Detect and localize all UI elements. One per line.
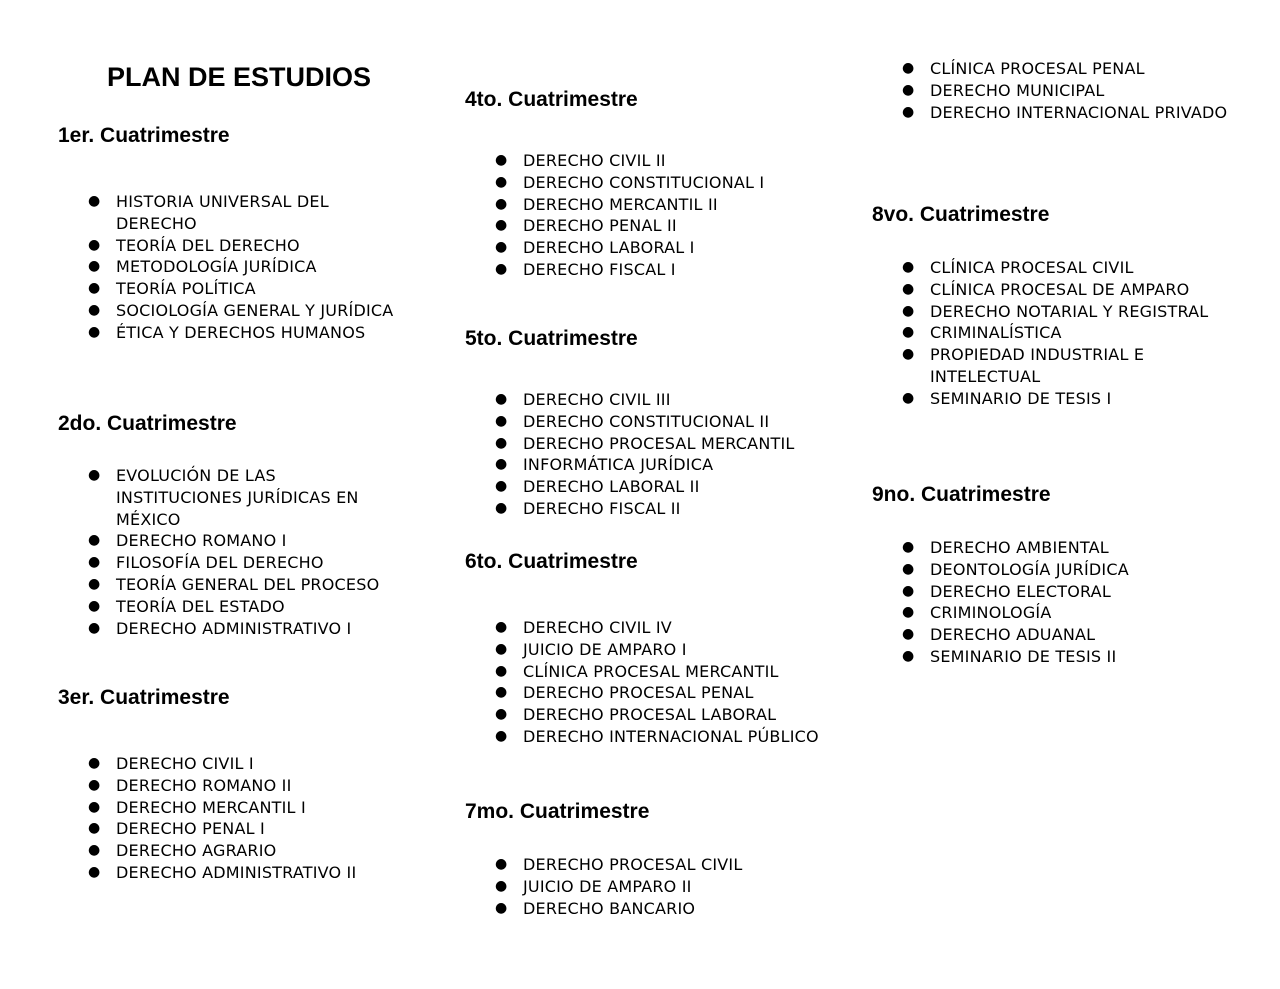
course-item: [58, 797, 396, 819]
course-name: DERECHO CIVIL I: [116, 754, 254, 773]
section-1er-cuatrimestre: [58, 123, 394, 342]
course-item: [465, 454, 823, 476]
course-name: DERECHO CONSTITUCIONAL II: [523, 411, 770, 431]
course-name: DERECHO MERCANTIL I: [116, 797, 306, 817]
bullet-icon: ●: [495, 173, 508, 190]
bullet-icon: ●: [88, 619, 101, 636]
course-name: DERECHO PENAL II: [523, 216, 677, 236]
course-item: [872, 581, 1230, 603]
section-2do-cuatrimestre: [58, 411, 380, 638]
course-name: FILOSOFÍA DEL DERECHO: [116, 553, 324, 573]
bullet-icon: ●: [495, 152, 508, 168]
course-item: [58, 618, 406, 640]
course-item: [58, 596, 406, 618]
course-name: DERECHO PROCESAL PENAL: [523, 683, 754, 703]
bullet-icon: ●: [495, 478, 508, 495]
course-item: [465, 476, 823, 498]
course-item: [58, 530, 406, 552]
bullet-icon: ●: [88, 323, 101, 340]
bullet-icon: ●: [88, 532, 101, 549]
bullet-icon: ●: [495, 899, 508, 916]
course-item: [465, 150, 823, 172]
course-item: [465, 617, 823, 639]
section-6to-cuatrimestre: [465, 549, 819, 746]
course-item: [465, 661, 823, 683]
course-item: [872, 646, 1230, 668]
course-name: JUICIO DE AMPARO I: [523, 639, 687, 659]
course-item: [465, 194, 823, 216]
course-name: DERECHO FISCAL I: [523, 259, 676, 279]
bullet-icon: ●: [88, 755, 101, 771]
section-5to-cuatrimestre: [465, 326, 795, 518]
course-name: DERECHO MUNICIPAL: [930, 80, 1105, 100]
section-4to-cuatrimestre: [465, 87, 765, 279]
course-name: DERECHO MERCANTIL II: [523, 194, 718, 214]
bullet-icon: ●: [495, 727, 508, 744]
bullet-icon: ●: [88, 820, 101, 837]
course-item: [465, 639, 823, 661]
course-item: [465, 876, 823, 898]
section-heading: 9no. Cuatrimestre: [872, 483, 1051, 506]
course-name: DERECHO CIVIL III: [523, 390, 671, 409]
course-list: [465, 389, 823, 520]
bullet-icon: ●: [495, 412, 508, 429]
course-list: [872, 537, 1230, 668]
bullet-icon: ●: [88, 467, 101, 483]
course-item: [465, 433, 823, 455]
course-name: DERECHO INTERNACIONAL PRIVADO: [930, 102, 1228, 122]
course-name: TEORÍA DEL ESTADO: [116, 596, 285, 616]
course-name: DERECHO INTERNACIONAL PÚBLICO: [523, 726, 819, 746]
course-list: [58, 465, 406, 639]
bullet-icon: ●: [902, 81, 915, 98]
course-item: [465, 237, 823, 259]
course-name: DERECHO AMBIENTAL: [930, 538, 1109, 557]
course-name: DERECHO LABORAL I: [523, 238, 695, 258]
bullet-icon: ●: [495, 499, 508, 516]
bullet-icon: ●: [902, 346, 915, 363]
bullet-icon: ●: [495, 662, 508, 679]
bullet-icon: ●: [902, 60, 915, 76]
section-heading: 5to. Cuatrimestre: [465, 327, 638, 350]
course-name: EVOLUCIÓN DE LAS INSTITUCIONES JURÍDICAS EN MÉXICO: [116, 466, 359, 529]
course-item: [872, 624, 1230, 646]
bullet-icon: ●: [88, 575, 101, 592]
course-item: [872, 388, 1230, 410]
course-item: [58, 862, 396, 884]
bullet-icon: ●: [902, 259, 915, 275]
course-name: DERECHO FISCAL II: [523, 498, 681, 518]
bullet-icon: ●: [902, 103, 915, 120]
course-name: ÉTICA Y DERECHOS HUMANOS: [116, 322, 366, 342]
bullet-icon: ●: [902, 324, 915, 341]
course-item: [872, 322, 1230, 344]
bullet-icon: ●: [495, 619, 508, 635]
section-heading: 8vo. Cuatrimestre: [872, 203, 1050, 226]
course-name: CLÍNICA PROCESAL PENAL: [930, 59, 1145, 78]
section-3er-cuatrimestre: [58, 685, 357, 882]
course-name: TEORÍA GENERAL DEL PROCESO: [116, 574, 380, 594]
course-item: [465, 389, 823, 411]
course-item: [872, 58, 1230, 80]
course-item: [58, 278, 396, 300]
bullet-icon: ●: [88, 301, 101, 318]
course-list: [58, 191, 396, 344]
section-9no-cuatrimestre: [872, 482, 1129, 666]
course-item: [465, 726, 823, 748]
section-7mo-cuatrimestre: [465, 799, 743, 918]
course-name: DERECHO CIVIL IV: [523, 618, 672, 637]
course-name: DERECHO BANCARIO: [523, 898, 696, 918]
bullet-icon: ●: [495, 260, 508, 277]
course-item: [465, 898, 823, 920]
course-item: [465, 854, 823, 876]
course-name: TEORÍA DEL DERECHO: [116, 235, 300, 255]
course-list: [465, 617, 823, 748]
section-heading: 7mo. Cuatrimestre: [465, 800, 650, 823]
section-heading: 6to. Cuatrimestre: [465, 550, 638, 573]
bullet-icon: ●: [495, 434, 508, 451]
bullet-icon: ●: [88, 597, 101, 614]
bullet-icon: ●: [88, 236, 101, 253]
bullet-icon: ●: [88, 842, 101, 859]
course-item: [58, 300, 396, 322]
bullet-icon: ●: [495, 706, 508, 723]
bullet-icon: ●: [88, 863, 101, 880]
course-item: [465, 172, 823, 194]
course-name: DERECHO ADUANAL: [930, 625, 1096, 645]
course-item: [872, 344, 1230, 388]
course-item: [58, 818, 396, 840]
course-item: [465, 704, 823, 726]
course-name: DERECHO PROCESAL LABORAL: [523, 705, 777, 725]
course-name: DERECHO ROMANO II: [116, 775, 292, 795]
course-item: [872, 602, 1230, 624]
course-item: [872, 279, 1230, 301]
course-name: CRIMINALÍSTICA: [930, 323, 1062, 343]
course-item: [872, 80, 1230, 102]
section-heading: 1er. Cuatrimestre: [58, 124, 230, 147]
bullet-icon: ●: [495, 640, 508, 657]
bullet-icon: ●: [495, 217, 508, 234]
course-item: [465, 498, 823, 520]
course-item: [58, 552, 406, 574]
course-name: TEORÍA POLÍTICA: [116, 279, 256, 299]
course-item: [58, 191, 396, 235]
bullet-icon: ●: [902, 582, 915, 599]
course-name: DERECHO CIVIL II: [523, 151, 666, 170]
course-item: [58, 235, 396, 257]
course-item: [58, 574, 406, 596]
course-item: [465, 411, 823, 433]
course-name: METODOLOGÍA JURÍDICA: [116, 257, 317, 277]
bullet-icon: ●: [902, 389, 915, 406]
course-name: SOCIOLOGÍA GENERAL Y JURÍDICA: [116, 300, 394, 320]
bullet-icon: ●: [495, 456, 508, 473]
course-name: DERECHO PROCESAL CIVIL: [523, 855, 743, 874]
bullet-icon: ●: [88, 280, 101, 297]
section-heading: 2do. Cuatrimestre: [58, 412, 237, 435]
course-item: [465, 682, 823, 704]
bullet-icon: ●: [902, 647, 915, 664]
course-name: DERECHO CONSTITUCIONAL I: [523, 172, 765, 192]
course-item: [58, 256, 396, 278]
bullet-icon: ●: [495, 195, 508, 212]
bullet-icon: ●: [88, 776, 101, 793]
bullet-icon: ●: [902, 626, 915, 643]
bullet-icon: ●: [88, 258, 101, 275]
course-item: [872, 257, 1230, 279]
bullet-icon: ●: [495, 239, 508, 256]
course-name: DERECHO ADMINISTRATIVO I: [116, 618, 352, 638]
course-name: CLÍNICA PROCESAL MERCANTIL: [523, 661, 779, 681]
course-list: [58, 753, 396, 884]
course-name: SEMINARIO DE TESIS I: [930, 388, 1112, 408]
bullet-icon: ●: [902, 604, 915, 621]
course-name: DERECHO LABORAL II: [523, 477, 700, 497]
bullet-icon: ●: [902, 560, 915, 577]
course-name: DERECHO PENAL I: [116, 819, 265, 839]
section-8vo-cuatrimestre: [872, 202, 1209, 408]
bullet-icon: ●: [88, 193, 101, 209]
section-heading: 4to. Cuatrimestre: [465, 88, 638, 111]
course-item: [872, 559, 1230, 581]
bullet-icon: ●: [902, 280, 915, 297]
course-name: DEONTOLOGÍA JURÍDICA: [930, 559, 1129, 579]
course-name: DERECHO NOTARIAL Y REGISTRAL: [930, 301, 1209, 321]
course-name: INFORMÁTICA JURÍDICA: [523, 455, 714, 475]
course-item: [465, 215, 823, 237]
course-name: DERECHO ROMANO I: [116, 531, 287, 551]
bullet-icon: ●: [902, 539, 915, 555]
course-name: SEMINARIO DE TESIS II: [930, 646, 1117, 666]
course-name: DERECHO AGRARIO: [116, 841, 277, 861]
course-name: PROPIEDAD INDUSTRIAL E INTELECTUAL: [930, 345, 1145, 386]
course-name: CLÍNICA PROCESAL CIVIL: [930, 258, 1134, 277]
course-name: CRIMINOLOGÍA: [930, 603, 1052, 623]
course-item: [58, 322, 396, 344]
course-list: [465, 150, 823, 281]
bullet-icon: ●: [495, 877, 508, 894]
course-item: [872, 301, 1230, 323]
course-list: [872, 257, 1230, 410]
course-item: [872, 537, 1230, 559]
bullet-icon: ●: [495, 856, 508, 872]
course-name: DERECHO ADMINISTRATIVO II: [116, 862, 357, 882]
course-name: JUICIO DE AMPARO II: [523, 876, 692, 896]
course-item: [872, 102, 1230, 124]
bullet-icon: ●: [88, 554, 101, 571]
course-item: [465, 259, 823, 281]
bullet-icon: ●: [88, 798, 101, 815]
bullet-icon: ●: [495, 684, 508, 701]
course-name: HISTORIA UNIVERSAL DEL DERECHO: [116, 192, 329, 233]
course-item: [58, 775, 396, 797]
page-title: PLAN DE ESTUDIOS: [107, 62, 372, 92]
course-item: [58, 465, 406, 530]
course-list: [465, 854, 823, 919]
bullet-icon: ●: [495, 391, 508, 407]
course-name: DERECHO PROCESAL MERCANTIL: [523, 433, 795, 453]
course-name: CLÍNICA PROCESAL DE AMPARO: [930, 279, 1190, 299]
section-heading: 3er. Cuatrimestre: [58, 686, 230, 709]
bullet-icon: ●: [902, 302, 915, 319]
course-name: DERECHO ELECTORAL: [930, 581, 1111, 601]
course-item: [58, 753, 396, 775]
course-list: [872, 58, 1230, 123]
course-item: [58, 840, 396, 862]
